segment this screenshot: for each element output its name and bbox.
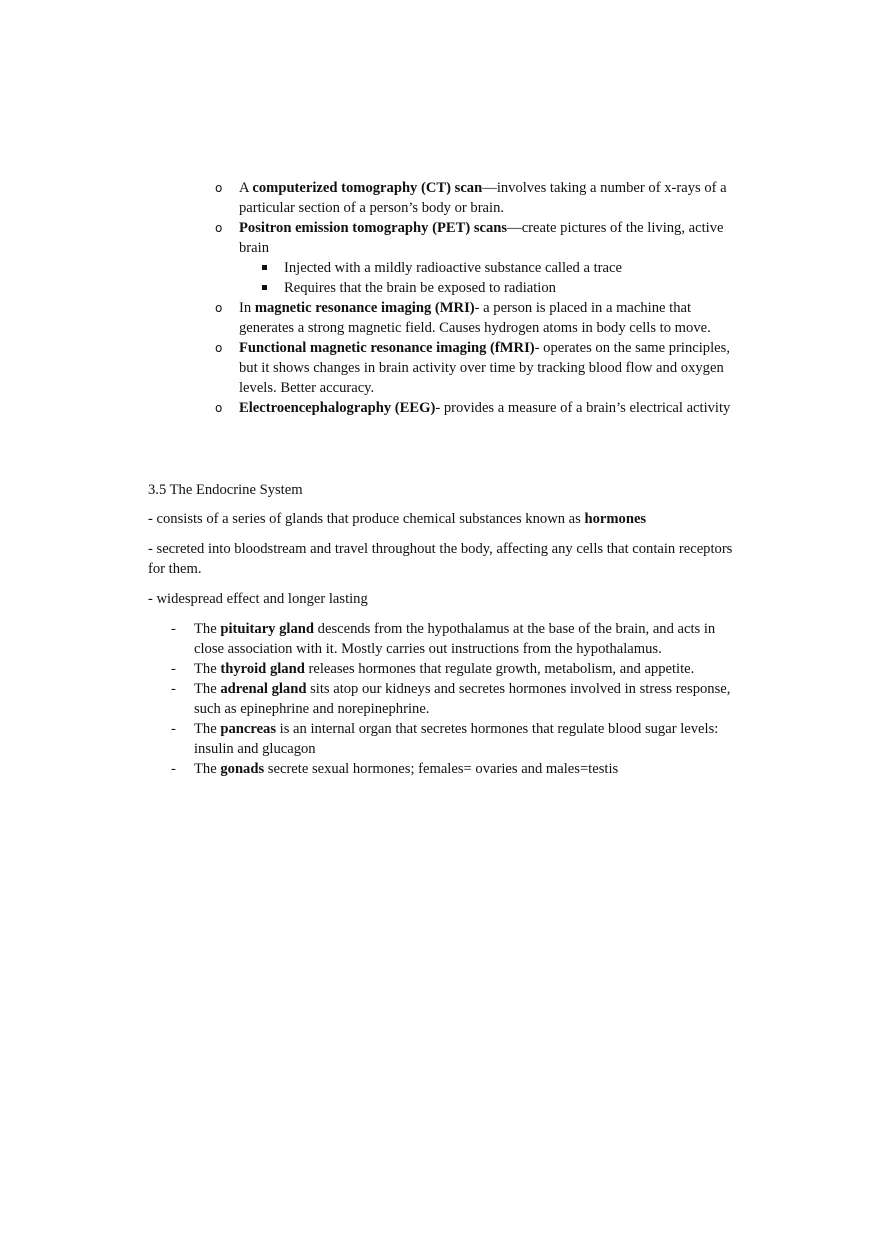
term-pituitary: pituitary gland <box>220 621 315 637</box>
item-text: is an internal organ that secretes hormones that regulate blood sugar levels: insulin and glucagon <box>194 721 719 757</box>
dash-bullet: - <box>171 621 176 637</box>
term-pancreas: pancreas <box>220 721 277 737</box>
item-prefix: The <box>194 621 221 637</box>
item-prefix: The <box>194 681 221 697</box>
pet-sublist <box>239 258 732 298</box>
square-bullet-icon <box>262 265 267 270</box>
brain-imaging-list <box>212 178 732 418</box>
item-text: —create pictures of the living, active brain <box>239 220 724 256</box>
list-item-thyroid <box>168 659 738 679</box>
circle-bullet-icon: o <box>215 301 223 315</box>
list-item-fmri <box>212 338 732 398</box>
circle-bullet-icon: o <box>215 181 223 195</box>
term-ct-scan: computerized tomography (CT) scan <box>252 180 483 196</box>
item-text: descends from the hypothalamus at the base of the brain, and acts in close association with it. Mostly carries out instructions from the hypothalamus. <box>194 621 716 657</box>
item-prefix: The <box>194 761 221 777</box>
list-item-ct-scan <box>212 178 732 218</box>
item-prefix: The <box>194 661 221 677</box>
dash-bullet: - <box>171 721 176 737</box>
term-pet-scan: Positron emission tomography (PET) scans <box>239 220 508 236</box>
term-gonads: gonads <box>220 761 265 777</box>
item-text: releases hormones that regulate growth, metabolism, and appetite. <box>304 661 695 677</box>
list-item-pancreas <box>168 719 738 759</box>
dash-bullet: - <box>171 761 176 777</box>
circle-bullet-icon: o <box>215 401 223 415</box>
list-item-mri <box>212 298 732 338</box>
list-item-pet-scan <box>212 218 732 298</box>
list-item-adrenal <box>168 679 738 719</box>
term-adrenal: adrenal gland <box>220 681 307 697</box>
item-text: —involves taking a number of x-rays of a particular section of a person’s body or brain. <box>239 180 727 216</box>
item-text: secrete sexual hormones; females= ovaries and males=testis <box>264 761 619 777</box>
square-bullet-icon <box>262 285 267 290</box>
item-prefix: In <box>239 300 255 316</box>
paragraph-text: - consists of a series of glands that produce chemical substances known as <box>148 511 585 527</box>
item-text: - operates on the same principles, but it shows changes in brain activity over time by tracking blood flow and oxygen levels. Better accuracy. <box>239 340 730 396</box>
glands-list <box>168 619 738 779</box>
sublist-item-text: Requires that the brain be exposed to radiation <box>284 280 556 296</box>
term-thyroid: thyroid gland <box>220 661 305 677</box>
section-title: 3.5 The Endocrine System <box>148 482 303 498</box>
paragraph-glands <box>148 509 738 529</box>
term-hormones: hormones <box>584 511 647 527</box>
list-item-gonads <box>168 759 738 779</box>
term-eeg: Electroencephalography (EEG) <box>239 400 436 416</box>
sublist-item-text: Injected with a mildly radioactive substance called a trace <box>284 260 622 276</box>
term-mri: magnetic resonance imaging (MRI) <box>254 300 475 316</box>
item-prefix: A <box>239 180 253 196</box>
paragraph-bloodstream: - secreted into bloodstream and travel throughout the body, affecting any cells that contain receptors for them. <box>148 541 733 577</box>
dash-bullet: - <box>171 661 176 677</box>
item-text: sits atop our kidneys and secretes hormones involved in stress response, such as epinephrine and norepinephrine. <box>194 681 731 717</box>
item-text: - provides a measure of a brain’s electrical activity <box>435 400 731 416</box>
list-item-pituitary <box>168 619 738 659</box>
circle-bullet-icon: o <box>215 221 223 235</box>
paragraph-effect: - widespread effect and longer lasting <box>148 591 368 607</box>
list-item-eeg <box>212 398 732 418</box>
term-fmri: Functional magnetic resonance imaging (fMRI) <box>239 340 535 356</box>
sublist-item <box>239 258 732 278</box>
dash-bullet: - <box>171 681 176 697</box>
item-text: - a person is placed in a machine that generates a strong magnetic field. Causes hydrogen atoms in body cells to move. <box>239 300 711 336</box>
sublist-item <box>239 278 732 298</box>
circle-bullet-icon: o <box>215 341 223 355</box>
item-prefix: The <box>194 721 221 737</box>
